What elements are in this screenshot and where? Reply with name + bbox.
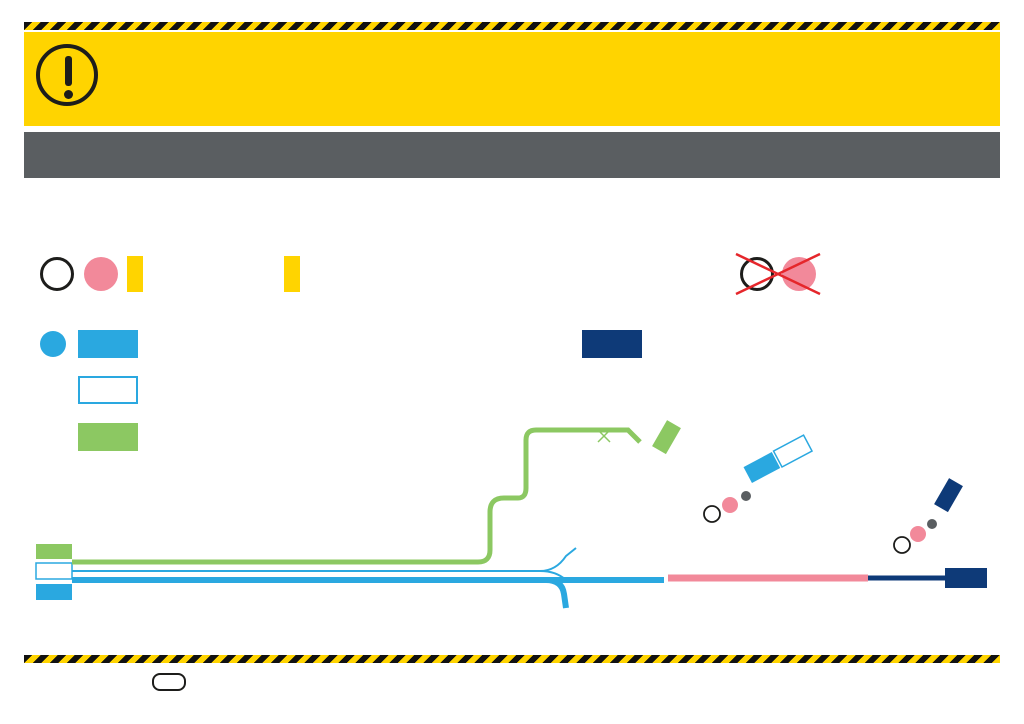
hazard-stripe-bottom xyxy=(24,655,1000,663)
map-hev-symbol-godollo xyxy=(894,519,937,553)
map-hev-symbol-kerepes xyxy=(704,491,751,522)
map-tag-h8-godollo xyxy=(934,478,963,512)
map-tag-h9 xyxy=(652,420,681,454)
map-tag-h8-h8a xyxy=(744,435,812,483)
bkk-logo xyxy=(152,673,186,691)
